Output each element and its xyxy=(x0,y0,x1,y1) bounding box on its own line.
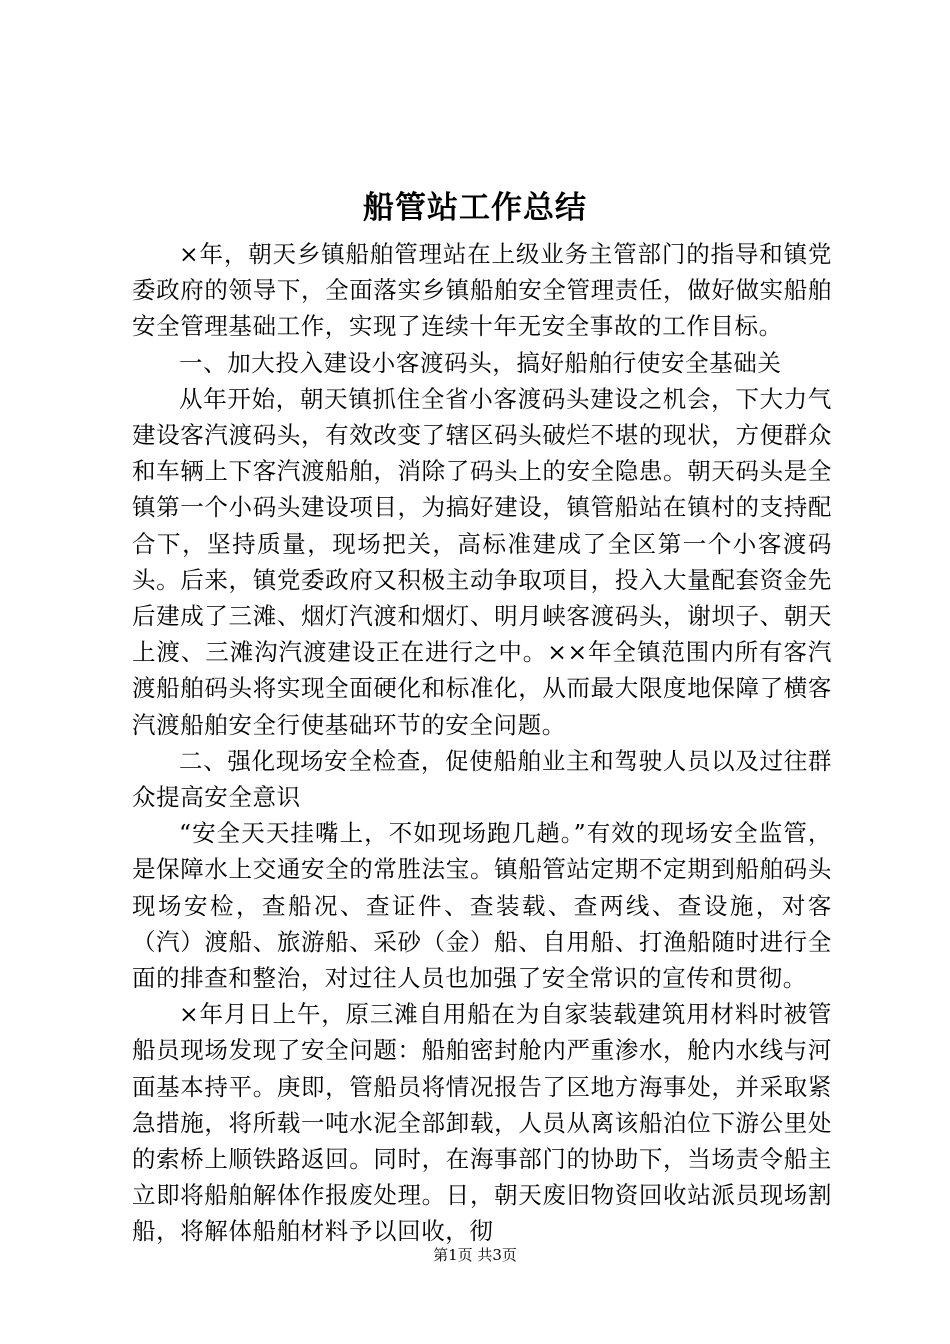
document-title: 船管站工作总结 xyxy=(363,190,587,226)
page-footer: 第1页 共3页 xyxy=(433,1246,517,1264)
section-heading-1: 一、加大投入建设小客渡码头，搞好船舶行使安全基础关 xyxy=(179,348,782,377)
paragraph-intro: ×年，朝天乡镇船舶管理站在上级业务主管部门的指导和镇党委政府的领导下，全面落实乡镇船舶安全管理责任，做好做实船舶安全管理基础工作，实现了连续十年无安全事故的工作目标。 xyxy=(132,240,832,341)
document-body xyxy=(132,236,832,1250)
paragraph-section-2: “安全天天挂嘴上，不如现场跑几趟。”有效的现场安全监管，是保障水上交通安全的常胜法宝。镇船管站定期不定期到船舶码头现场安检，查船况、查证件、查装载、查两线、查设施，对客（汽）渡船、旅游船、采砂（金）船、自用船、打渔船随时进行全面的排查和整治，对过往人员也加强了安全常识的宣传和贯彻。 xyxy=(132,819,832,993)
paragraph-section-1: 从年开始，朝天镇抓住全省小客渡码头建设之机会，下大力气建设客汽渡码头，有效改变了辖区码头破烂不堪的现状，方便群众和车辆上下客汽渡船舶，消除了码头上的安全隐患。朝天码头是全镇第一个小码头建设项目，为搞好建设，镇管船站在镇村的支持配合下，坚持质量，现场把关，高标准建成了全区第一个小客渡码头。后来，镇党委政府又积极主动争取项目，投入大量配套资金先后建成了三滩、烟灯汽渡和烟灯、明月峡客渡码头，谢坝子、朝天上渡、三滩沟汽渡建设正在进行之中。××年全镇范围内所有客汽渡船舶码头将实现全面硬化和标准化，从而最大限度地保障了横客汽渡船舶安全行使基础环节的安全问题。 xyxy=(132,384,832,739)
section-heading-2: 二、强化现场安全检查，促使船舶业主和驾驶人员以及过往群众提高安全意识 xyxy=(132,746,832,812)
paragraph-incident: ×年月日上午，原三滩自用船在为自家装载建筑用材料时被管船员现场发现了安全问题：船舶密封舱内严重渗水，舱内水线与河面基本持平。庚即，管船员将情况报告了区地方海事处，并采取紧急措施，将所载一吨水泥全部卸载，人员从离该船泊位下游公里处的索桥上顺铁路返回。同时，在海事部门的协助下，当场责令船主立即将船舶解体作报废处理。日，朝天废旧物资回收站派员现场割船，将解体船舶材料予以回收，彻 xyxy=(132,1000,832,1246)
